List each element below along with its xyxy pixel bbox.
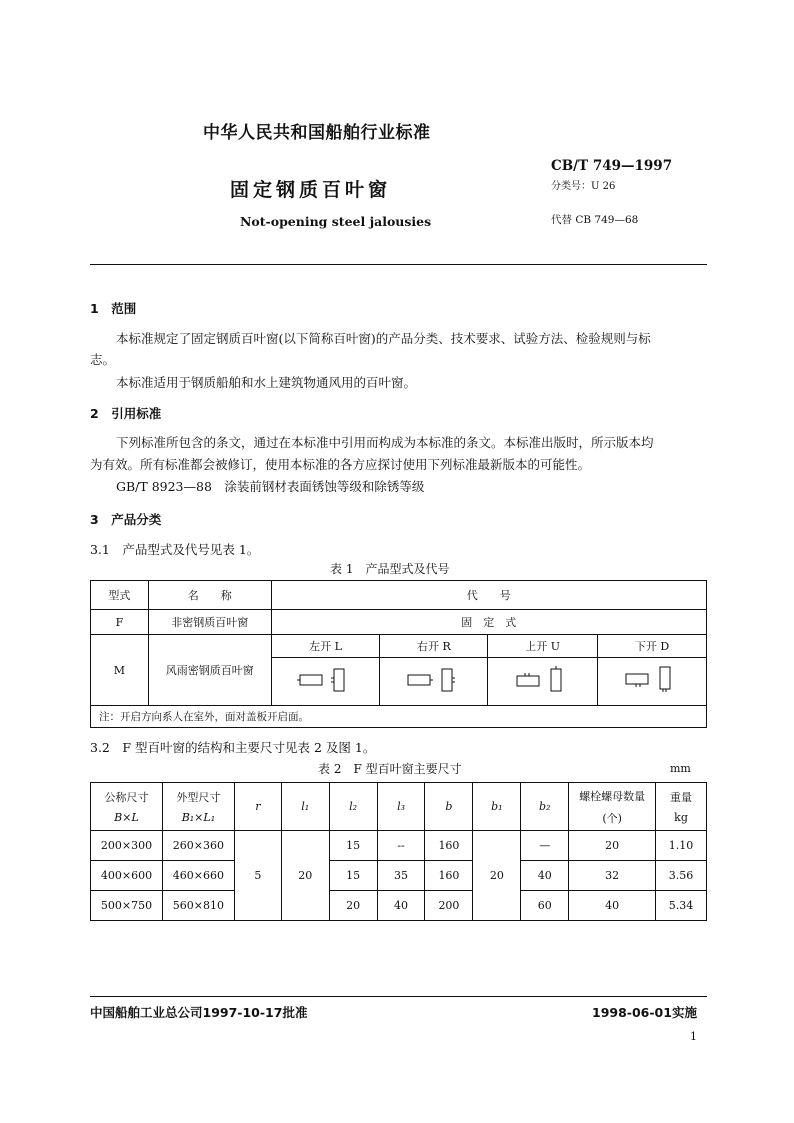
- table-2-caption: 表 2 F 型百叶窗主要尺寸: [318, 762, 462, 776]
- t2-r1-b: 160: [425, 831, 473, 861]
- t1-up-symbol: [488, 658, 598, 706]
- t2-r1-bolts: 20: [569, 831, 656, 861]
- t2-l1: 20: [281, 831, 329, 921]
- t2-r3-b2: 60: [521, 891, 569, 921]
- t1-down-symbol: [598, 658, 707, 706]
- t2-h-bolts: [569, 783, 656, 831]
- t2-h-nominal-symbol: B×L: [114, 811, 139, 824]
- t2-r1-l3: --: [377, 831, 425, 861]
- t2-r2-b2: 40: [521, 861, 569, 891]
- t2-r2-b: 160: [425, 861, 473, 891]
- table-2: [90, 782, 707, 921]
- section-1-heading: 1 范围: [90, 301, 137, 316]
- section-1-para-1-line-1: 本标准规定了固定钢质百叶窗(以下简称百叶窗)的产品分类、技术要求、试验方法、检验规则与标: [116, 331, 651, 346]
- t2-h-nominal-label: 公称尺寸: [104, 791, 149, 804]
- t2-r1-nominal: 200×300: [91, 831, 163, 861]
- t2-h-bolts-unit: (个): [602, 811, 622, 825]
- t2-r1-weight: 1.10: [656, 831, 707, 861]
- t2-r1-outer: 260×360: [162, 831, 234, 861]
- table-1-caption: 表 1 产品型式及代号: [330, 562, 450, 576]
- t2-h-weight: [656, 783, 707, 831]
- t1-left-symbol: [271, 658, 380, 706]
- table-row: [91, 831, 707, 861]
- t1-f-type: F: [91, 610, 149, 635]
- section-3-1: 3.1 产品型式及代号见表 1。: [90, 542, 260, 557]
- t2-r2-nominal: 400×600: [91, 861, 163, 891]
- footer-divider: [90, 996, 707, 997]
- t2-h-bolts-label: 螺栓螺母数量: [579, 789, 646, 803]
- t2-r3-bolts: 40: [569, 891, 656, 921]
- header-divider: [90, 264, 707, 265]
- t2-h-r: r: [234, 783, 281, 831]
- t1-right-symbol: [380, 658, 488, 706]
- approval-info: 中国船舶工业总公司1997-10-17批准: [90, 1005, 308, 1020]
- t1-note: 注：开启方向系人在室外，面对盖板开启面。: [91, 706, 707, 728]
- right-open-symbol-icon: [404, 666, 464, 694]
- section-2-heading: 2 引用标准: [90, 406, 162, 421]
- down-open-symbol-icon: [622, 664, 682, 696]
- t1-f-name: 非密钢质百叶窗: [148, 610, 271, 635]
- t2-r3-l2: 20: [329, 891, 377, 921]
- page-number: 1: [690, 1030, 697, 1043]
- section-3-heading: 3 产品分类: [90, 512, 162, 527]
- t2-h-l3: l₃: [377, 783, 425, 831]
- section-2-para-line-1: 下列标准所包含的条文，通过在本标准中引用而构成为本标准的条文。本标准出版时，所示版本均: [116, 435, 654, 450]
- t2-h-l1: l₁: [281, 783, 329, 831]
- section-1-para-1-line-2: 志。: [90, 352, 116, 367]
- t2-r2-l2: 15: [329, 861, 377, 891]
- section-2-reference: GB/T 8923—88 涂装前钢材表面锈蚀等级和除锈等级: [116, 479, 425, 494]
- t1-open-down: 下开 D: [598, 635, 707, 658]
- left-open-symbol-icon: [296, 666, 356, 694]
- t2-h-weight-label: 重量: [670, 791, 693, 804]
- t2-h-outer-symbol: B₁×L₁: [181, 811, 216, 824]
- up-open-symbol-icon: [513, 666, 573, 694]
- t2-r3-weight: 5.34: [656, 891, 707, 921]
- t2-h-weight-unit: kg: [674, 811, 688, 824]
- implementation-date: 1998-06-01实施: [592, 1005, 697, 1020]
- table-row: [91, 891, 707, 921]
- t2-r2-bolts: 32: [569, 861, 656, 891]
- section-1-para-1: [90, 328, 707, 349]
- table-1: [90, 580, 707, 728]
- t2-r2-l3: 35: [377, 861, 425, 891]
- t2-h-outer: [162, 783, 234, 831]
- t1-f-code: 固 定 式: [271, 610, 706, 635]
- t2-r3-outer: 560×810: [162, 891, 234, 921]
- section-2-para-line-2: 为有效。所有标准都会被修订，使用本标准的各方应探讨使用下列标准最新版本的可能性。: [90, 457, 591, 472]
- table-2-unit: mm: [670, 762, 691, 775]
- t2-h-b1: b₁: [473, 783, 521, 831]
- t2-r3-b: 200: [425, 891, 473, 921]
- t2-r2-weight: 3.56: [656, 861, 707, 891]
- t2-h-nominal: [91, 783, 163, 831]
- t1-open-up: 上开 U: [488, 635, 598, 658]
- document-title-cn: 固定钢质百叶窗: [230, 179, 392, 201]
- t1-open-right: 右开 R: [380, 635, 488, 658]
- t2-h-l2: l₂: [329, 783, 377, 831]
- section-1-para-2: 本标准适用于钢质船舶和水上建筑物通风用的百叶窗。: [116, 375, 417, 390]
- t1-header-code: 代 号: [271, 581, 706, 610]
- t1-m-name: 风雨密钢质百叶窗: [148, 635, 271, 706]
- standard-code: CB/T 749—1997: [551, 158, 673, 174]
- t2-b1: 20: [473, 831, 521, 921]
- t1-m-type: M: [91, 635, 149, 706]
- t2-r2-outer: 460×660: [162, 861, 234, 891]
- t2-r1-l2: 15: [329, 831, 377, 861]
- t2-r3-nominal: 500×750: [91, 891, 163, 921]
- t2-h-b: b: [425, 783, 473, 831]
- document-title-en: Not-opening steel jalousies: [240, 214, 432, 229]
- standard-org-title: 中华人民共和国船舶行业标准: [203, 123, 431, 143]
- t1-open-left: 左开 L: [271, 635, 380, 658]
- section-3-2: 3.2 F 型百叶窗的结构和主要尺寸见表 2 及图 1。: [90, 740, 376, 755]
- table-row: [91, 861, 707, 891]
- t2-h-outer-label: 外型尺寸: [176, 791, 221, 804]
- replaces-standard: 代替 CB 749—68: [551, 214, 639, 226]
- t2-h-b2: b₂: [521, 783, 569, 831]
- t1-header-type: 型式: [91, 581, 149, 610]
- t2-r3-l3: 40: [377, 891, 425, 921]
- t2-r1-b2: —: [521, 831, 569, 861]
- t2-r: 5: [234, 831, 281, 921]
- t1-header-name: 名 称: [148, 581, 271, 610]
- classification-number: 分类号：U 26: [551, 181, 616, 192]
